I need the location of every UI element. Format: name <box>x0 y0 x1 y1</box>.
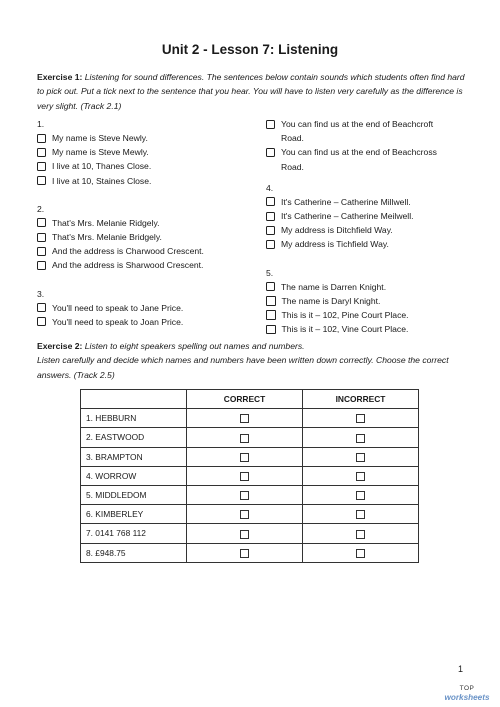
row-item: 3. BRAMPTON <box>81 447 187 466</box>
exercise2-label: Exercise 2: <box>37 341 83 351</box>
option-label: The name is Daryl Knight. <box>281 295 381 306</box>
checkbox[interactable] <box>266 148 275 157</box>
correct-checkbox[interactable] <box>240 491 249 500</box>
incorrect-checkbox[interactable] <box>356 434 365 443</box>
option-row <box>266 280 471 294</box>
row-item: 7. 0141 768 112 <box>81 524 187 543</box>
checkbox[interactable] <box>266 282 275 291</box>
exercise1-right-column <box>266 117 471 336</box>
option-row <box>266 195 471 209</box>
incorrect-checkbox[interactable] <box>356 414 365 423</box>
option-row <box>37 244 242 258</box>
row-item: 4. WORROW <box>81 466 187 485</box>
checkbox[interactable] <box>37 303 46 312</box>
option-row <box>37 216 242 230</box>
table-row <box>81 485 419 504</box>
option-row <box>37 230 242 244</box>
checkbox[interactable] <box>266 120 275 129</box>
option-label: You'll need to speak to Joan Price. <box>52 316 184 327</box>
question-number: 5. <box>266 267 274 278</box>
option-label: You'll need to speak to Jane Price. <box>52 302 184 313</box>
table-row <box>81 505 419 524</box>
checkbox[interactable] <box>266 240 275 249</box>
correct-checkbox[interactable] <box>240 472 249 481</box>
option-row <box>266 308 471 322</box>
exercise2-text-line1: Listen to eight speakers spelling out names and numbers. <box>84 341 305 351</box>
option-row <box>37 301 242 315</box>
option-label: My address is Ditchfield Way. <box>281 225 393 236</box>
option-row <box>37 145 242 159</box>
option-row <box>266 145 471 173</box>
exercise1-left-column <box>37 117 242 329</box>
checkbox[interactable] <box>37 134 46 143</box>
page-number: 1 <box>458 664 464 674</box>
correct-checkbox[interactable] <box>240 453 249 462</box>
checkbox[interactable] <box>266 212 275 221</box>
option-label: I live at 10, Thanes Close. <box>52 161 152 172</box>
brand-logo <box>437 684 497 702</box>
header-correct: CORRECT <box>187 390 303 409</box>
answers-table <box>80 389 419 563</box>
exercise1-instructions <box>37 70 465 113</box>
checkbox[interactable] <box>37 317 46 326</box>
table-header-row <box>81 390 419 409</box>
correct-checkbox[interactable] <box>240 414 249 423</box>
option-row <box>37 174 242 188</box>
header-item <box>81 390 187 409</box>
option-label: That's Mrs. Melanie Ridgely. <box>52 217 160 228</box>
option-label: That's Mrs. Melanie Bridgely. <box>52 232 162 243</box>
option-row <box>266 294 471 308</box>
table-row <box>81 466 419 485</box>
checkbox[interactable] <box>266 197 275 206</box>
correct-checkbox[interactable] <box>240 530 249 539</box>
table-row <box>81 524 419 543</box>
checkbox[interactable] <box>266 310 276 320</box>
page-title: Unit 2 - Lesson 7: Listening <box>161 42 339 57</box>
option-label: You can find us at the end of Beachcroft Road. <box>281 119 434 144</box>
checkbox[interactable] <box>37 218 46 227</box>
option-label: The name is Darren Knight. <box>281 281 387 292</box>
checkbox[interactable] <box>266 226 275 235</box>
option-label: You can find us at the end of Beachcross Road. <box>281 147 437 172</box>
option-label: My name is Steve Newly. <box>52 133 148 143</box>
row-item: 5. MIDDLEDOM <box>81 485 187 504</box>
option-label: My name is Steve Mewly. <box>52 147 149 158</box>
incorrect-checkbox[interactable] <box>356 510 365 519</box>
option-row <box>37 159 242 173</box>
option-row <box>266 117 471 145</box>
question-number: 2. <box>37 203 45 214</box>
incorrect-checkbox[interactable] <box>356 530 365 539</box>
row-item: 8. £948.75 <box>81 543 187 562</box>
checkbox[interactable] <box>37 247 46 256</box>
option-row <box>266 322 471 336</box>
exercise1-label: Exercise 1: <box>37 72 83 82</box>
checkbox[interactable] <box>37 162 46 171</box>
row-item: 1. HEBBURN <box>81 409 187 428</box>
correct-checkbox[interactable] <box>240 434 249 443</box>
row-item: 6. KIMBERLEY <box>81 505 187 524</box>
exercise2-text-line2: Listen carefully and decide which names and numbers have been written down correctly. Choose the correct answers. (Track 2.5) <box>37 355 449 380</box>
checkbox[interactable] <box>266 325 276 335</box>
question-number: 3. <box>37 288 45 299</box>
exercise2-instructions <box>37 339 465 382</box>
table-row <box>81 447 419 466</box>
question-number: 4. <box>266 182 274 193</box>
checkbox[interactable] <box>37 176 46 185</box>
row-item: 2. EASTWOOD <box>81 428 187 447</box>
brand-bottom: worksheets <box>444 693 490 702</box>
option-row <box>266 209 471 223</box>
checkbox[interactable] <box>37 233 46 242</box>
option-label: My address is Tichfield Way. <box>281 239 389 250</box>
option-label: I live at 10, Staines Close. <box>52 175 152 186</box>
question-number: 1. <box>37 119 45 129</box>
option-label: It's Catherine – Catherine Meilwell. <box>281 211 414 222</box>
option-row <box>37 131 242 145</box>
correct-checkbox[interactable] <box>240 549 249 558</box>
exercise1-text: Listening for sound differences. The sentences below contain sounds which students often find hard to pick out. Put a tick next to the sentence that you hear. You will have to listen very carefully as the difference is very slight. (Track 2.1) <box>37 72 465 111</box>
checkbox[interactable] <box>266 296 276 306</box>
incorrect-checkbox[interactable] <box>356 453 365 462</box>
correct-checkbox[interactable] <box>240 510 249 519</box>
incorrect-checkbox[interactable] <box>356 491 365 500</box>
incorrect-checkbox[interactable] <box>356 549 365 558</box>
option-row <box>266 223 471 237</box>
checkbox[interactable] <box>37 261 46 270</box>
option-label: This is it – 102, Vine Court Place. <box>281 324 409 335</box>
option-label: And the address is Sharwood Crescent. <box>52 260 204 271</box>
table-row <box>81 409 419 428</box>
option-label: It's Catherine – Catherine Millwell. <box>281 196 411 207</box>
incorrect-checkbox[interactable] <box>356 472 365 481</box>
option-label: This is it – 102, Pine Court Place. <box>281 310 409 321</box>
option-row <box>266 237 471 251</box>
table-row <box>81 428 419 447</box>
checkbox[interactable] <box>37 148 46 157</box>
header-incorrect: INCORRECT <box>303 390 419 409</box>
option-label: And the address is Charwood Crescent. <box>52 246 204 257</box>
option-row <box>37 315 242 329</box>
brand-top: TOP <box>459 685 475 692</box>
option-row <box>37 258 242 272</box>
table-row <box>81 543 419 562</box>
